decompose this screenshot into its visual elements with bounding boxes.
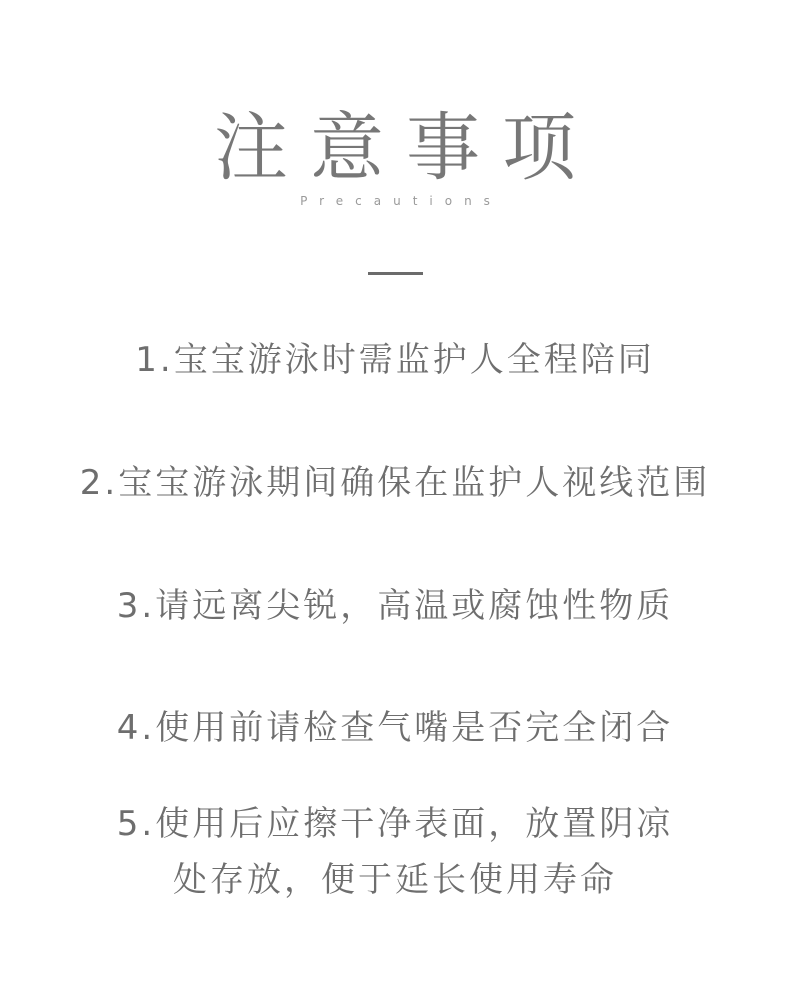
title-divider bbox=[368, 272, 423, 275]
page-subtitle: Precautions bbox=[300, 194, 502, 208]
precaution-item-1: 1.宝宝游泳时需监护人全程陪同 bbox=[135, 340, 655, 380]
precaution-item-3: 3.请远离尖锐，高温或腐蚀性物质 bbox=[116, 586, 674, 626]
precaution-item-4: 4.使用前请检查气嘴是否完全闭合 bbox=[116, 708, 674, 748]
precaution-item-2: 2.宝宝游泳期间确保在监护人视线范围 bbox=[79, 463, 711, 503]
precaution-item-5 bbox=[0, 796, 790, 908]
page-title: 注意事项 bbox=[214, 105, 598, 191]
precaution-item-5-line-1: 5.使用后应擦干净表面，放置阴凉 bbox=[116, 804, 674, 844]
precaution-item-5-line-2: 处存放，便于延长使用寿命 bbox=[173, 860, 617, 900]
